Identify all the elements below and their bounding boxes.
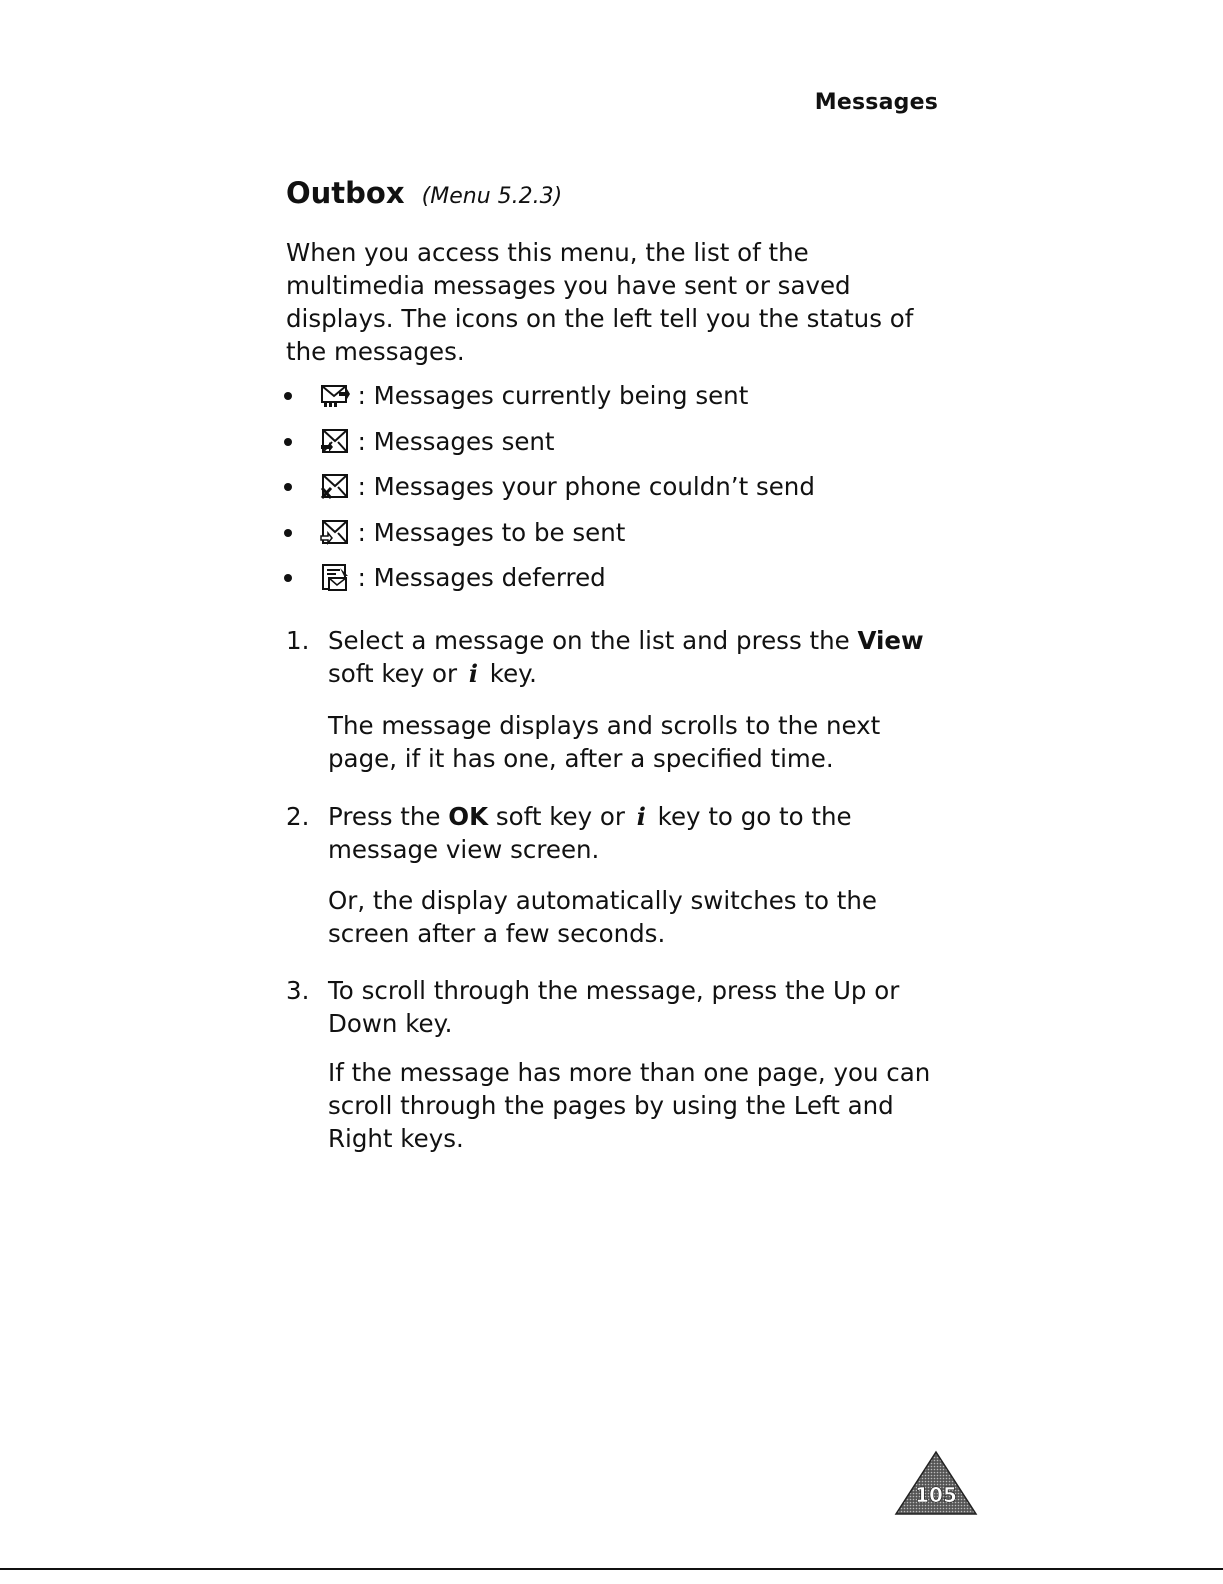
message-to-be-sent-icon xyxy=(320,517,350,547)
status-label: : Messages sent xyxy=(357,427,555,456)
page-number-badge xyxy=(894,1450,978,1516)
section-heading xyxy=(286,176,562,210)
status-item-sending xyxy=(284,378,944,414)
bullet-icon xyxy=(284,574,292,582)
info-key-icon: i xyxy=(636,802,646,831)
intro-paragraph: When you access this menu, the list of the multimedia messages you have sent or saved displays. The icons on the left tell you the status of the messages. xyxy=(286,238,914,366)
step-number: 1. xyxy=(286,626,310,655)
status-label: : Messages deferred xyxy=(357,563,606,592)
view-key-label: View xyxy=(857,626,924,655)
step-instruction: To scroll through the message, press the Up or Down key. xyxy=(328,976,900,1038)
step-instruction xyxy=(328,800,948,866)
page-number: 105 xyxy=(915,1483,957,1507)
bullet-icon xyxy=(284,392,292,400)
bottom-rule xyxy=(0,1568,1223,1570)
status-label: : Messages your phone couldn’t send xyxy=(357,472,815,501)
step-note: The message displays and scrolls to the next page, if it has one, after a specified time. xyxy=(328,711,881,773)
status-item-to-be-sent xyxy=(284,515,944,551)
step-text-part: key to go to the message view screen. xyxy=(328,802,852,864)
step-text-part: key. xyxy=(482,659,537,688)
status-item-failed xyxy=(284,469,944,505)
step-note: If the message has more than one page, you can scroll through the pages by using the Left and Right keys. xyxy=(328,1058,931,1153)
step-text-part: Press the xyxy=(328,802,449,831)
step-note: Or, the display automatically switches to the screen after a few seconds. xyxy=(328,886,877,948)
bullet-icon xyxy=(284,529,292,537)
bullet-icon xyxy=(284,483,292,491)
status-item-deferred xyxy=(284,560,944,596)
step-number: 2. xyxy=(286,802,310,831)
status-label: : Messages currently being sent xyxy=(357,381,749,410)
step-instruction xyxy=(328,624,948,690)
ok-key-label: OK xyxy=(448,802,489,831)
message-sending-icon xyxy=(320,380,350,410)
step-text-part: soft key or xyxy=(328,659,465,688)
message-sent-icon xyxy=(320,426,350,456)
step-number: 3. xyxy=(286,976,310,1005)
section-title: Outbox xyxy=(286,176,405,210)
status-label: : Messages to be sent xyxy=(357,518,626,547)
running-header: Messages xyxy=(814,90,938,115)
message-send-failed-icon xyxy=(320,471,350,501)
step-text-part: soft key or xyxy=(488,802,633,831)
info-key-icon: i xyxy=(468,659,478,688)
message-deferred-icon xyxy=(320,562,350,592)
bullet-icon xyxy=(284,438,292,446)
menu-reference: (Menu 5.2.3) xyxy=(421,184,563,209)
step-text-part: Select a message on the list and press the xyxy=(328,626,858,655)
status-item-sent xyxy=(284,424,944,460)
